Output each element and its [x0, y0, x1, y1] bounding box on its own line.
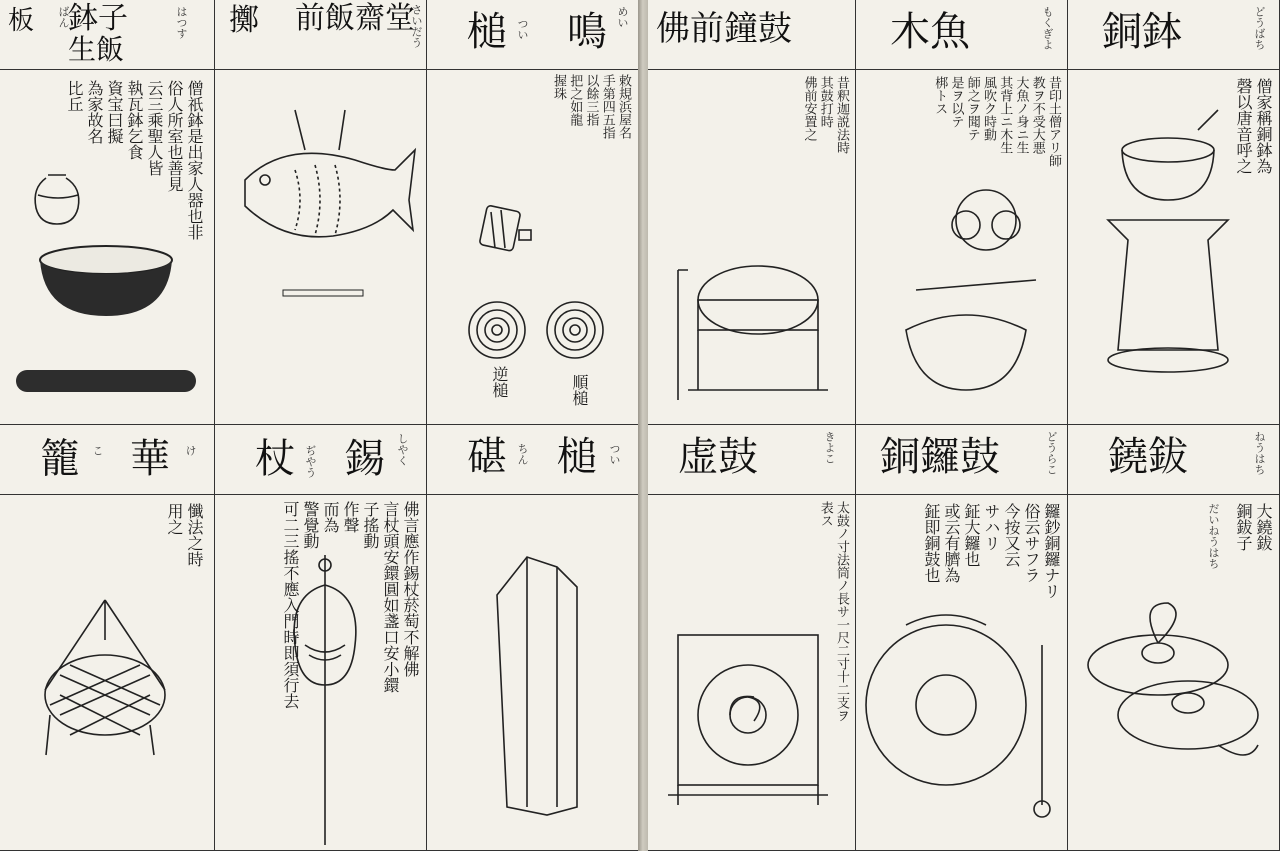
- right-page: [648, 0, 1280, 851]
- ruby-nyohachi: ねうはち: [1253, 431, 1266, 475]
- cell-header: [1068, 425, 1279, 495]
- title-ban: 板: [8, 6, 35, 36]
- title-maenohan: 前飯: [295, 1, 355, 36]
- cell-header: [427, 0, 639, 70]
- alms-bowl-icon: [36, 240, 176, 320]
- kyoko-text: 太鼓ノ寸法筒ノ長サ一尺二寸十二支ヲ 表ス: [817, 501, 849, 722]
- meitsui-text: 敕規浜屋名 手第四五指 以餘三指 把之如龍 握珠: [551, 74, 631, 139]
- title-dobachi: 銅鉢: [1102, 9, 1182, 55]
- cell-shakujo: [215, 425, 427, 851]
- ruby-chin: ちん: [516, 443, 529, 465]
- title-geki: 擲: [229, 3, 259, 38]
- ruby-ke: け: [184, 445, 197, 456]
- bussen-text: 昔釈迦説法時 其鼓打時 佛前安置之: [801, 76, 849, 154]
- title-dorako: 銅鑼鼓: [880, 434, 1000, 480]
- cell-saido: [215, 0, 427, 425]
- cell-dorako: [856, 425, 1068, 851]
- staff-icon: [285, 545, 365, 845]
- cell-nyohachi: [1068, 425, 1280, 851]
- ruby-dainyohachi: だいねうはち: [1207, 503, 1220, 569]
- cell-tsuichin: [427, 425, 640, 851]
- dorako-text: 鑼鈔銅鑼ナリ 俗云サフラ 今按又云 サハリ 鉦大鑼也 或云有臍為 鉦即銅鼓也: [922, 503, 1061, 599]
- ruby-saido: さいだう: [410, 4, 423, 48]
- title-hachisu: 鉢子: [68, 1, 128, 36]
- cell-kyoko: [648, 425, 856, 851]
- ruby-tsui: つい: [516, 18, 529, 40]
- singing-bowl-icon: [1098, 130, 1238, 400]
- cell-header: [427, 425, 639, 495]
- wooden-fish-drum-icon: [896, 160, 1046, 400]
- framed-drum-icon: [668, 625, 828, 815]
- cell-dobachi: [1068, 0, 1280, 425]
- seihan-text: 僧祇鉢是出家人器也非 俗人所室也善見 云三乘聖人皆 執瓦鉢乞食 資宝曰擬 為家故名 比丘: [65, 80, 204, 240]
- cell-header: [0, 0, 214, 70]
- cell-header: [856, 425, 1067, 495]
- ruby-dobachi: どうばち: [1253, 6, 1266, 50]
- ruby-mokugyo: もくぎよ: [1041, 6, 1054, 50]
- ruby-tsui2: つい: [608, 443, 621, 465]
- spiral-icons: [467, 300, 607, 360]
- ruby-hachisu: はつす: [175, 6, 188, 39]
- title-shaku: 錫: [345, 436, 385, 482]
- wooden-fish-icon: [235, 110, 420, 310]
- cell-kago: [0, 425, 215, 851]
- cell-mokugyo: [856, 0, 1068, 425]
- title-ko: 籠: [40, 436, 80, 482]
- ruby-ban: ばん: [57, 6, 70, 28]
- cell-header: [648, 425, 855, 495]
- jar-icon: [28, 170, 88, 230]
- cell-header: [648, 0, 855, 70]
- dobachi-text: 僧家稱銅鉢為 磬以唐音呼之: [1234, 78, 1273, 174]
- cell-seihan: [0, 0, 215, 425]
- title-nyohachi: 鐃鈸: [1108, 434, 1188, 480]
- title-mokugyo: 木魚: [890, 9, 970, 55]
- kago-text: 懺法之時 用之: [165, 503, 204, 567]
- mallet-icon: [479, 200, 539, 260]
- title-tsui: 槌: [467, 9, 507, 55]
- cell-header: [215, 0, 426, 70]
- cell-bussen: [648, 0, 856, 425]
- label-juntsui: 順槌: [570, 374, 589, 406]
- title-seihan: 生飯: [68, 33, 125, 66]
- ruby-jo: ぢやう: [304, 445, 317, 478]
- title-mei: 鳴: [567, 9, 607, 55]
- title-chin: 碪: [467, 434, 507, 480]
- gong-icon: [866, 605, 1066, 825]
- ruby-dorako: どうらこ: [1045, 431, 1058, 475]
- title-saido: 齋堂: [355, 1, 415, 36]
- ruby-kyoko: きよこ: [823, 431, 836, 464]
- block-icon: [487, 555, 587, 815]
- cell-header: [0, 425, 214, 495]
- flower-basket-icon: [40, 595, 170, 765]
- ruby-mei: めい: [616, 6, 629, 28]
- cell-header: [215, 425, 426, 495]
- title-bussen: 佛前鐘鼓: [656, 9, 792, 49]
- title-ke: 華: [130, 436, 170, 482]
- cell-meitsui: [427, 0, 640, 425]
- ruby-ko: こ: [91, 445, 104, 456]
- shakujo-text: 佛言應作錫杖菸萄不解佛 言杖頭安鐶圓如盞口安小鐶 子搖動 作聲 而為 警覺動 可二三搖不應入門時即須行去: [281, 501, 420, 709]
- nyohachi-text: 大鐃鈸 銅鈸子: [1234, 503, 1273, 551]
- cymbals-icon: [1078, 595, 1268, 795]
- drum-icon: [668, 230, 828, 400]
- cell-header: [1068, 0, 1279, 70]
- cell-header: [856, 0, 1067, 70]
- title-kyoko: 虚鼓: [678, 434, 758, 480]
- title-tsui2: 槌: [557, 434, 597, 480]
- title-jo: 杖: [255, 436, 295, 482]
- label-gyakutsui: 逆槌: [490, 366, 509, 398]
- wooden-board-icon: [16, 370, 196, 392]
- mokugyo-text: 昔印土僧アリ師 教ヲ不受大悪 大魚ノ身ニ生 其背上ニ木生 風吹ク時動 師之ヲ聞テ 是ヲ以テ 梆トス: [932, 76, 1061, 167]
- ruby-shaku: しやく: [396, 433, 409, 466]
